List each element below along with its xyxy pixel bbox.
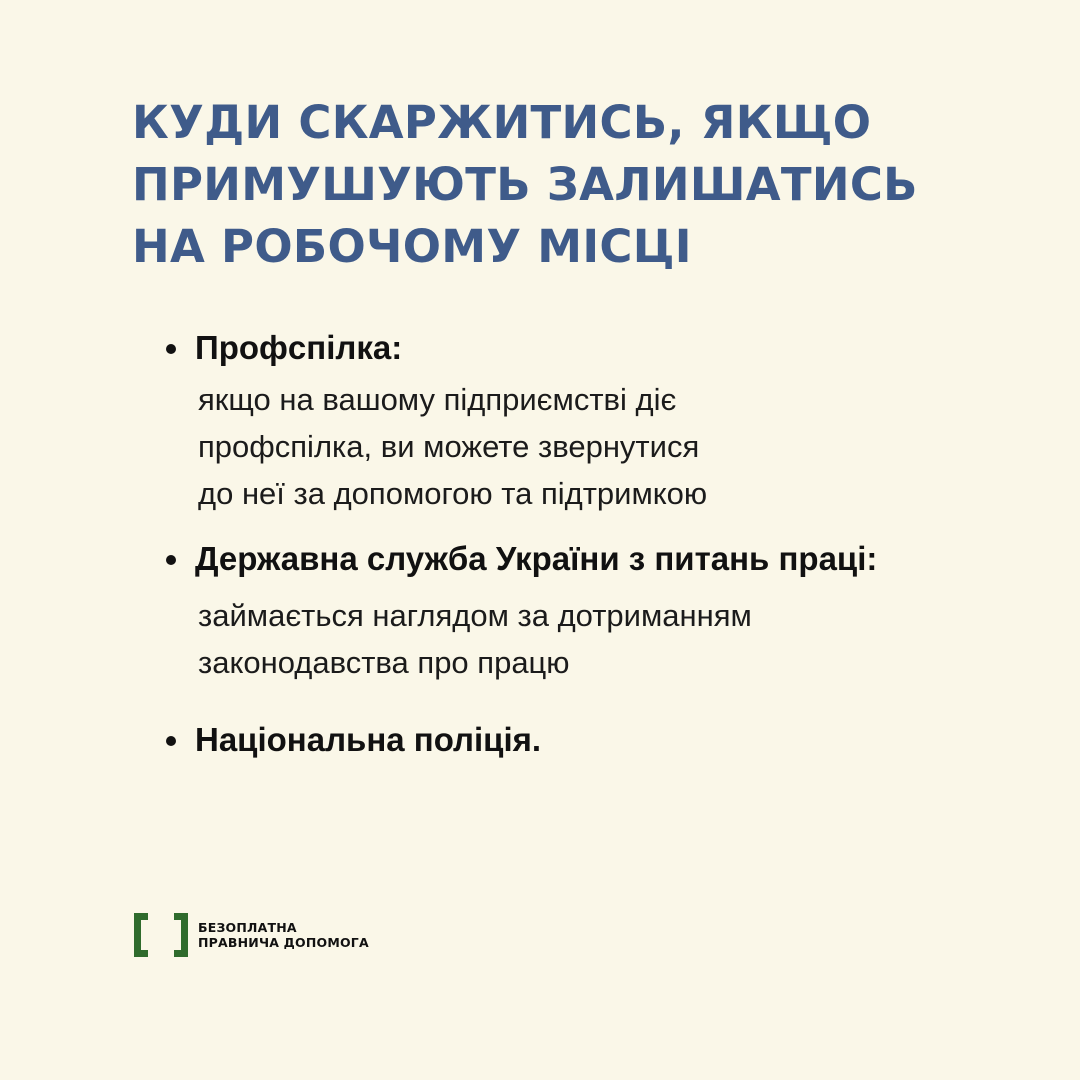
list-item-title: Державна служба України з питань праці:: [195, 540, 878, 577]
description-line: профспілка, ви можете звернутися: [198, 429, 700, 464]
list-item-labour-service: [160, 533, 1020, 686]
bullet-icon: [166, 736, 176, 746]
description-line: до неї за допомогою та підтримкою: [198, 476, 708, 511]
page-title: [132, 92, 1012, 278]
title-line: НА РОБОЧОМУ МІСЦІ: [132, 220, 692, 273]
title-line: ПРИМУШУЮТЬ ЗАЛИШАТИСЬ: [132, 158, 918, 211]
complaint-options-list: [160, 322, 1020, 766]
description-line: законодавства про працю: [198, 645, 570, 680]
logo-text: [198, 920, 369, 950]
bullet-icon: [166, 344, 176, 354]
description-line: займається наглядом за дотриманням: [198, 598, 752, 633]
list-item-title: Національна поліція.: [195, 721, 542, 758]
bullet-icon: [166, 555, 176, 565]
list-item-description: [195, 592, 1020, 686]
list-item-description: [195, 376, 1020, 517]
logo-text-line: БЕЗОПЛАТНА: [198, 920, 297, 935]
logo-text-line: ПРАВНИЧА ДОПОМОГА: [198, 935, 369, 950]
list-item-national-police: [160, 714, 1020, 766]
free-legal-aid-logo: [134, 911, 434, 959]
list-item-trade-union: [160, 322, 1020, 517]
title-line: КУДИ СКАРЖИТИСЬ, ЯКЩО: [132, 96, 872, 149]
list-item-title: Профспілка:: [195, 329, 403, 366]
description-line: якщо на вашому підприємстві діє: [198, 382, 677, 417]
green-bracket-logo-icon: [134, 911, 188, 959]
